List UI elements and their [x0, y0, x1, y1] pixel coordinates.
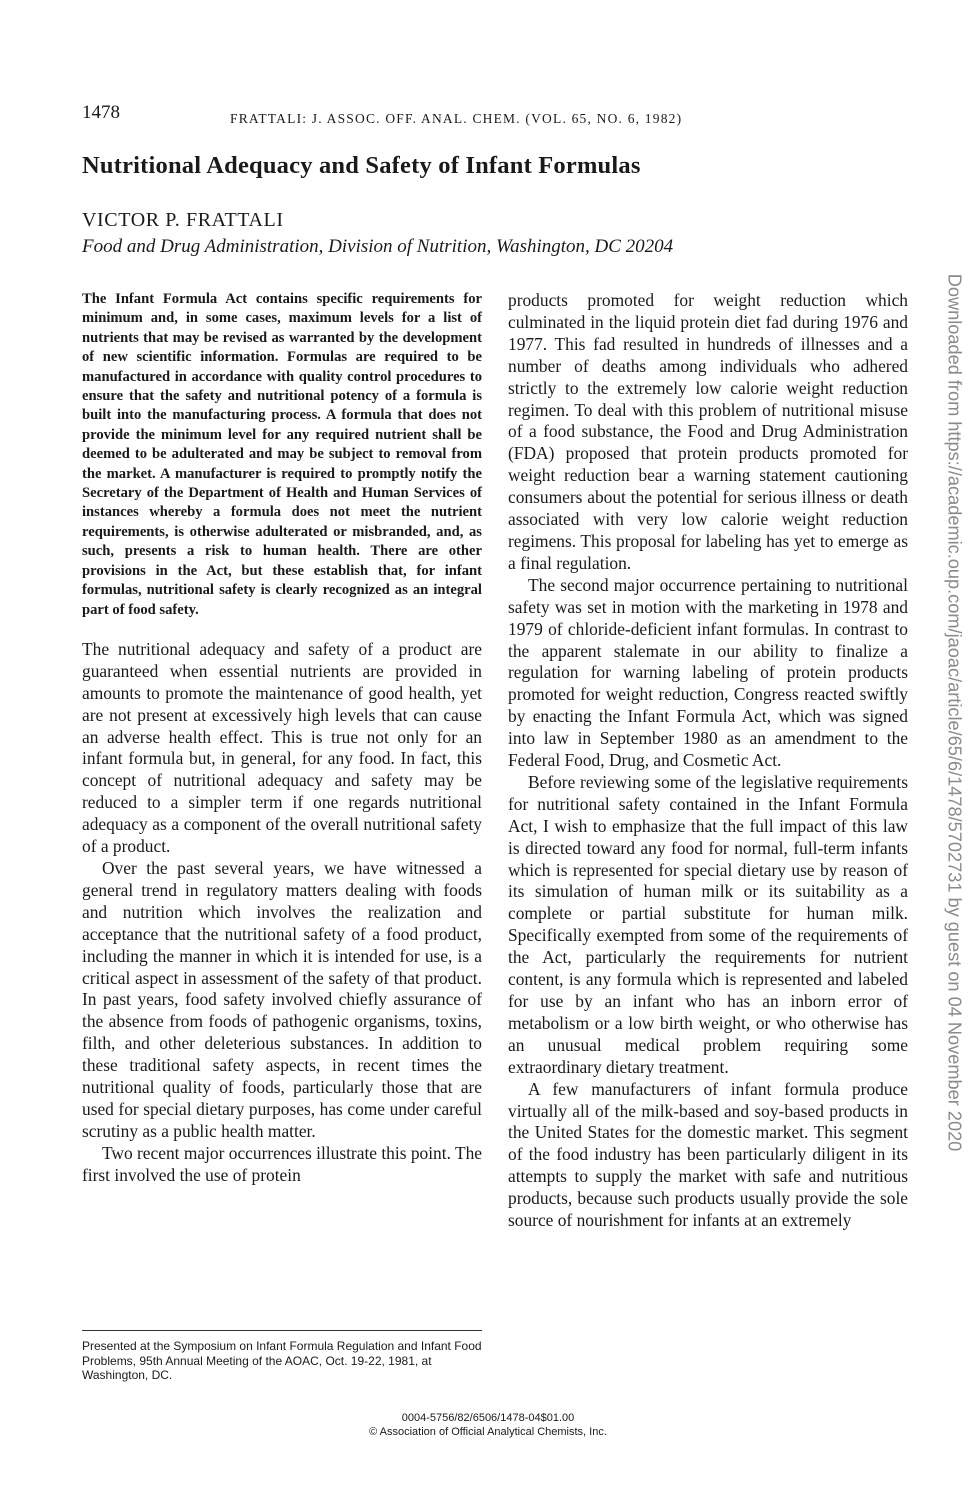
body-paragraph: The nutritional adequacy and safety of a product are guaranteed when essential nutrients are provided in amounts to promote the maintenance of good health, yet are not present at excessively high levels that can cause an adverse health effect. This is true not only for an infant formula but, in general, for any food. In fact, this concept of nutritional adequacy and safety may be reduced to a simpler term if one regards nutritional adequacy as a component of the overall nutritional safety of a product. — [82, 638, 482, 857]
body-paragraph: Before reviewing some of the legislative requirements for nutritional safety contained in the Infant Formula Act, I wish to emphasize that the full impact of this law is directed toward any food for normal, full-term infants which is represented for special dietary use by reason of its simulation of human milk or its suitability as a complete or partial substitute for human milk. Specifically exempted from some of the requirements of the Act, particularly the requirements for nutrient content, is any formula which is represented and labeled for use by an infant who has an inborn error of metabolism or a low birth weight, or who otherwise has an unusual medical problem requiring some extraordinary dietary treatment. — [508, 771, 908, 1077]
running-header — [82, 102, 912, 132]
left-column — [82, 290, 482, 1187]
footnote — [82, 1330, 482, 1383]
page-number: 1478 — [82, 102, 120, 123]
download-watermark — [942, 272, 966, 1152]
body-paragraph: Over the past several years, we have witnessed a general trend in regulatory matters dealing with foods and nutrition which involves the realization and acceptance that the nutritional safety of a food product, including the manner in which it is intended for use, is a critical aspect in assessment of the safety of that product. In past years, food safety involved chiefly assurance of the absence from foods of pathogenic organisms, toxins, filth, and other deleterious substances. In addition to these traditional safety aspects, in recent times the nutritional quality of foods, particularly those that are used for special dietary purposes, has come under careful scrutiny as a public health matter. — [82, 857, 482, 1141]
running-head: FRATTALI: J. ASSOC. OFF. ANAL. CHEM. (VOL. 65, NO. 6, 1982) — [230, 111, 683, 126]
body-paragraph: products promoted for weight reduction which culminated in the liquid protein diet fad during 1976 and 1977. This fad resulted in hundreds of illnesses and a number of deaths among individuals who adhered strictly to the extremely low calorie weight reduction regimen. To deal with this problem of nutritional misuse of a food substance, the Food and Drug Administration (FDA) proposed that protein products promoted for weight reduction bear a warning statement cautioning consumers about the potential for serious illness or death associated with very low calorie weight reduction regimens. This proposal for labeling has yet to emerge as a final regulation. — [508, 290, 908, 573]
body-paragraph: Two recent major occurrences illustrate this point. The first involved the use of protein — [82, 1142, 482, 1185]
article-title: Nutritional Adequacy and Safety of Infant Formulas — [82, 152, 641, 179]
body-paragraph: The second major occurrence pertaining to nutritional safety was set in motion with the marketing in 1978 and 1979 of chloride-deficient infant formulas. In contrast to the apparent stalemate in our ability to finalize a regulation for warning labeling of protein products promoted for weight reduction, Congress reacted swiftly by enacting the Infant Formula Act, which was signed into law in September 1980 as an amendment to the Federal Food, Drug, and Cosmetic Act. — [508, 574, 908, 771]
page-footer — [0, 1411, 976, 1439]
footnote-text: Presented at the Symposium on Infant Formula Regulation and Infant Food Problems, 95th Annual Meeting of the AOAC, Oct. 19-22, 1981, at Washington, DC. — [82, 1339, 482, 1382]
watermark-text: Downloaded from https://academic.oup.com/jaoac/article/65/6/1478/5702731 by guest on 04 November 2020 — [944, 273, 965, 1151]
abstract: The Infant Formula Act contains specific requirements for minimum and, in some cases, maximum levels for a list of nutrients that may be revised as warranted by the development of new scientific information. Formulas are required to be manufactured in accordance with quality control procedures to ensure that the safety and nutritional potency of a formula is built into the manufacturing process. A formula that does not provide the minimum level for any required nutrient shall be deemed to be adulterated and may be subject to removal from the market. A manufacturer is required to promptly notify the Secretary of the Department of Health and Human Services of instances whereby a formula does not meet the nutrient requirements, is otherwise adulterated or misbranded, and, as such, presents a risk to human health. There are other provisions in the Act, but these establish that, for infant formulas, nutritional safety is clearly recognized as an integral part of food safety. — [82, 291, 482, 618]
author-name: VICTOR P. FRATTALI — [82, 209, 284, 231]
right-column — [508, 290, 908, 1232]
author-affiliation: Food and Drug Administration, Division of Nutrition, Washington, DC 20204 — [82, 236, 674, 257]
body-paragraph: A few manufacturers of infant formula produce virtually all of the milk-based and soy-based products in the United States for the domestic market. This segment of the food industry has been particularly diligent in its attempts to supply the market with safe and nutritious products, because such products usually provide the sole source of nourishment for infants at an extremely — [508, 1078, 908, 1231]
copyright-line: © Association of Official Analytical Chemists, Inc. — [369, 1426, 607, 1438]
article-code: 0004-5756/82/6506/1478-04$01.00 — [401, 1412, 575, 1424]
